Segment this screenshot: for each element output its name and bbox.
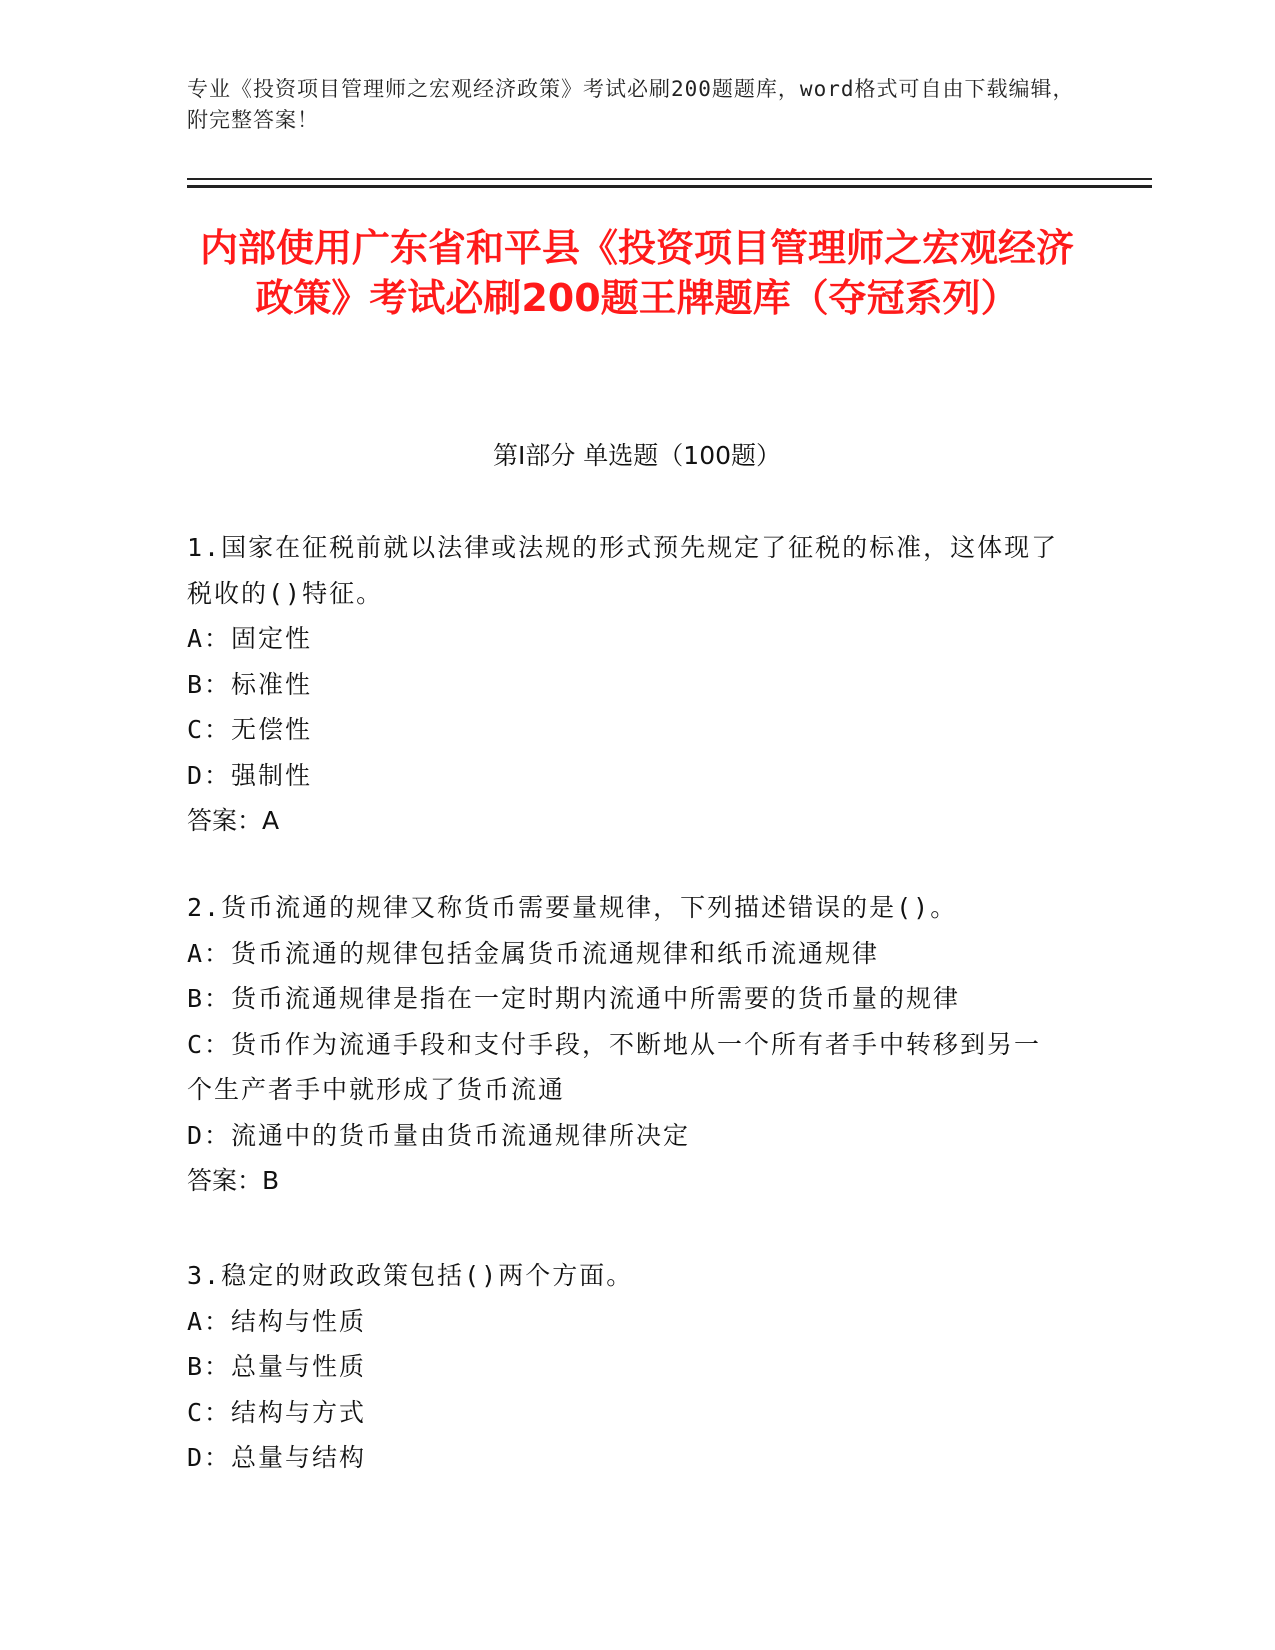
option-c: C：无偿性 [187,715,313,744]
header-divider-thick [187,185,1152,188]
header-divider-thin [187,178,1152,180]
question-stem: 3.稳定的财政政策包括()两个方面。 [187,1261,634,1290]
answer: 答案：A [187,806,280,835]
option-d: D：总量与结构 [187,1443,367,1472]
document-title: 内部使用广东省和平县《投资项目管理师之宏观经济政策》考试必刷200题王牌题库（夺冠系列） [199,226,1074,320]
option-c: C：结构与方式 [187,1397,367,1427]
question-stem: 1.国家在征税前就以法律或法规的形式预先规定了征税的标准，这体现了税收的()特征。 [187,533,1059,608]
question-2 [187,885,1067,1204]
question-1 [187,525,1067,844]
option-b: B：标准性 [187,669,313,699]
option-a: A：结构与性质 [187,1306,367,1336]
option-a: A：固定性 [187,624,313,653]
question-stem: 2.货币流通的规律又称货币需要量规律，下列描述错误的是()。 [187,893,958,922]
option-d: D：强制性 [187,760,313,790]
option-b: B：货币流通规律是指在一定时期内流通中所需要的货币量的规律 [187,984,961,1013]
header-note: 专业《投资项目管理师之宏观经济政策》考试必刷200题题库，word格式可自由下载编辑，附完整答案！ [187,77,1075,132]
option-c: C：货币作为流通手段和支付手段，不断地从一个所有者手中转移到另一个生产者手中就形成了货币流通 [187,1029,1042,1104]
option-d: D：流通中的货币量由货币流通规律所决定 [187,1120,691,1150]
question-3 [187,1253,1067,1481]
answer: 答案：B [187,1166,280,1195]
section-heading: 第I部分 单选题（100题） [492,441,782,470]
option-b: B：总量与性质 [187,1352,367,1381]
option-a: A：货币流通的规律包括金属货币流通规律和纸币流通规律 [187,938,880,968]
